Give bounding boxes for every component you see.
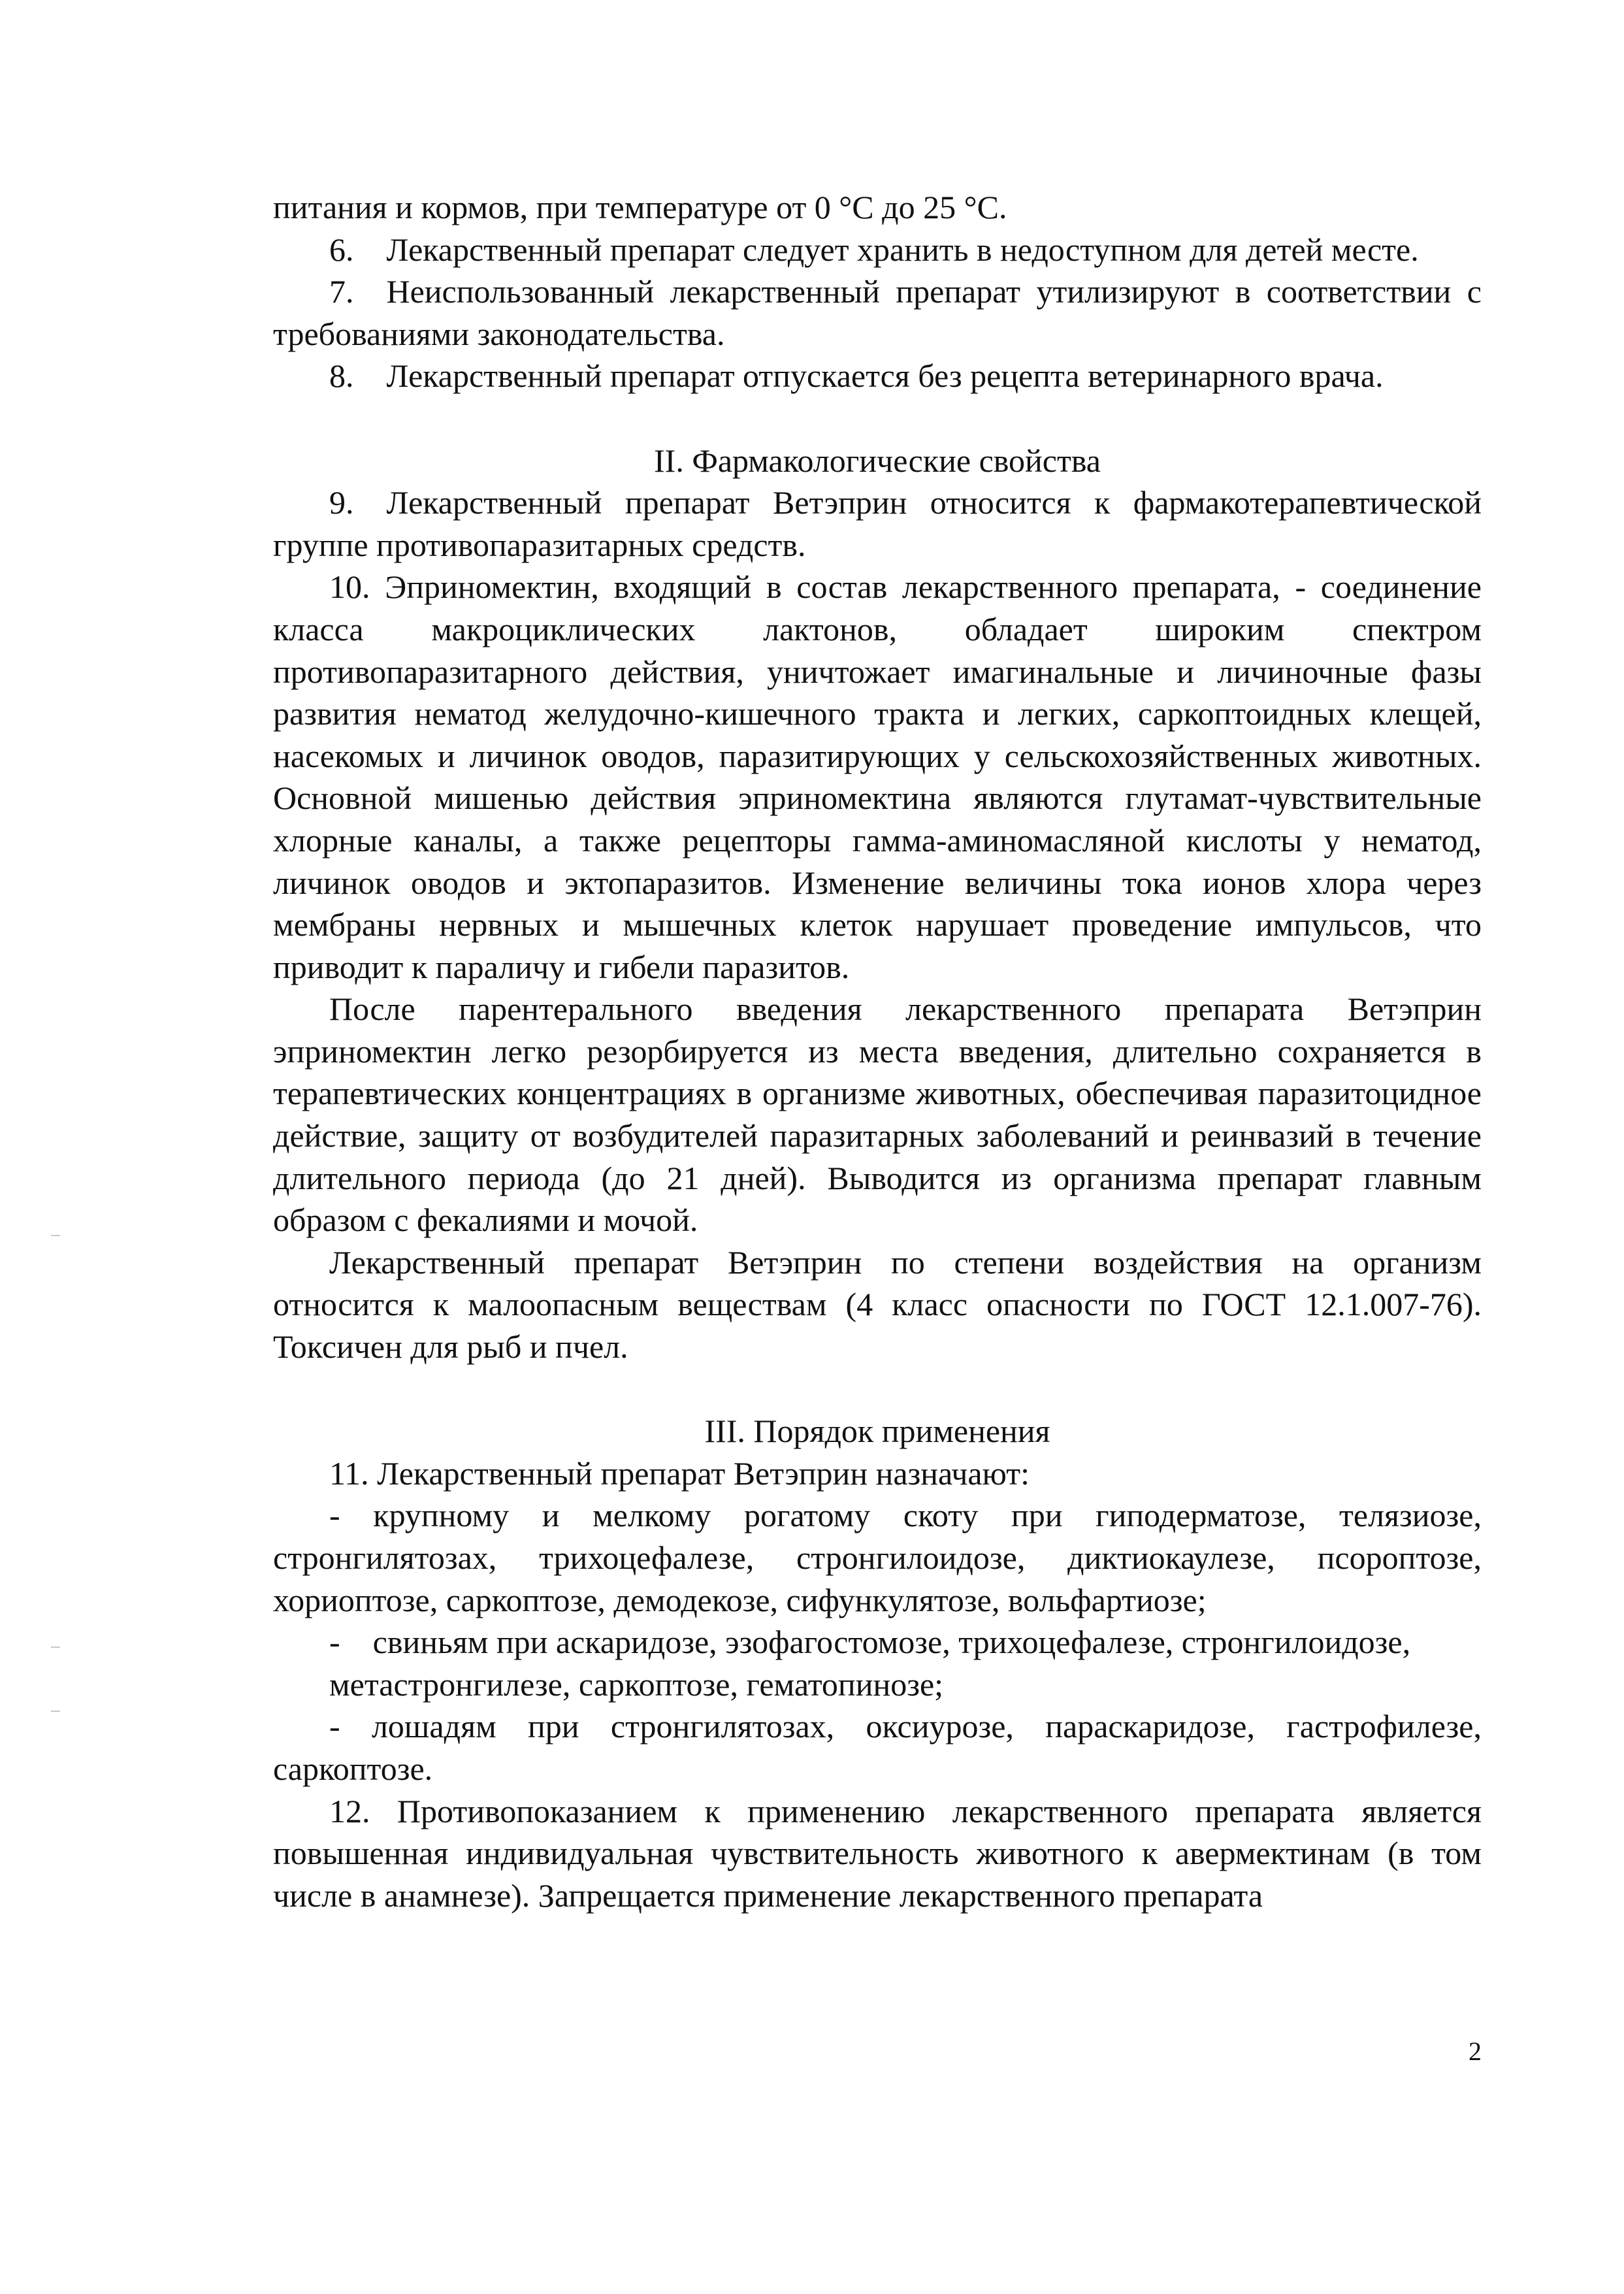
document-body [273, 186, 1482, 1916]
paragraph-item-8: 8. Лекарственный препарат отпускается без рецепта ветеринарного врача. [329, 357, 1384, 395]
section-spacer [273, 397, 1482, 440]
section-heading-application-procedure: III. Порядок применения [704, 1413, 1050, 1450]
scan-margin-mark [51, 1711, 60, 1712]
section-heading-pharmacological-properties: II. Фармакологические свойства [654, 442, 1101, 479]
paragraph-item-6: 6. Лекарственный препарат следует хранить в недоступном для детей месте. [329, 231, 1419, 268]
paragraph-item-11-intro: 11. Лекарственный препарат Ветэприн назначают: [329, 1454, 1030, 1492]
list-item-pigs-continuation: метастронгилезе, саркоптозе, гематопинозе; [329, 1665, 944, 1703]
page-number: 2 [1469, 2037, 1482, 2066]
paragraph-item-7: 7. Неиспользованный лекарственный препарат утилизируют в соответствии с требованиями законодательства. [273, 273, 1482, 352]
paragraph-item-9: 9. Лекарственный препарат Ветэприн относится к фармакотерапевтической группе противопаразитарных средств. [273, 484, 1482, 563]
paragraph-item-12: 12. Противопоказанием к применению лекарственного препарата является повышенная индивидуальная чувствительность животного к авермектинам (в том числе в анамнезе). Запрещается применение лекарственного препарата [273, 1792, 1482, 1914]
scan-margin-mark [51, 1647, 60, 1648]
scan-margin-mark [51, 1235, 60, 1236]
paragraph-item-10: 10. Эприномектин, входящий в состав лекарственного препарата, - соединение класса макроциклических лактонов, обладает широким спектром противопаразитарного действия, уничтожает имагинальные и личиночные фазы развития нематод желудочно-кишечного тракта и легких, саркоптоидных клещей, насекомых и личинок оводов, паразитирующих у сельскохозяйственных животных. Основной мишенью действия эприномектина являются глутамат-чувствительные хлорные каналы, а также рецепторы гамма-аминомасляной кислоты у нематод, личинок оводов и эктопаразитов. Изменение величины тока ионов хлора через мембраны нервных и мышечных клеток нарушает проведение импульсов, что приводит к параличу и гибели паразитов. [273, 568, 1482, 985]
section-spacer [273, 1368, 1482, 1411]
list-item-pigs: - свиньям при аскаридозе, эзофагостомозе, трихоцефалезе, стронгилоидозе, [329, 1624, 1411, 1661]
paragraph-hazard-class: Лекарственный препарат Ветэприн по степени воздействия на организм относится к малоопасным веществам (4 класс опасности по ГОСТ 12.1.007-76). Токсичен для рыб и пчел. [273, 1243, 1482, 1366]
paragraph-storage-conditions: питания и кормов, при температуре от 0 °С до 25 °С. [273, 189, 1007, 225]
paragraph-pharmacokinetics: После парентерального введения лекарственного препарата Ветэприн эприномектин легко резорбируется из места введения, длительно сохраняется в терапевтических концентрациях в организме животных, обеспечивая паразитоцидное действие, защиту от возбудителей паразитарных заболеваний и реинвазий в течение длительного периода (до 21 дней). Выводится из организма препарат главным образом с фекалиями и мочой. [273, 991, 1482, 1239]
list-item-horses: - лошадям при стронгилятозах, оксиурозе, параскаридозе, гастрофилезе, саркоптозе. [273, 1708, 1482, 1787]
list-item-cattle: - крупному и мелкому рогатому скоту при гиподерматозе, телязиозе, стронгилятозах, трихоцефалезе, стронгилоидозе, диктиокаулезе, псороптозе, хориоптозе, саркоптозе, демодекозе, сифункулятозе, вольфартиозе; [273, 1497, 1482, 1618]
